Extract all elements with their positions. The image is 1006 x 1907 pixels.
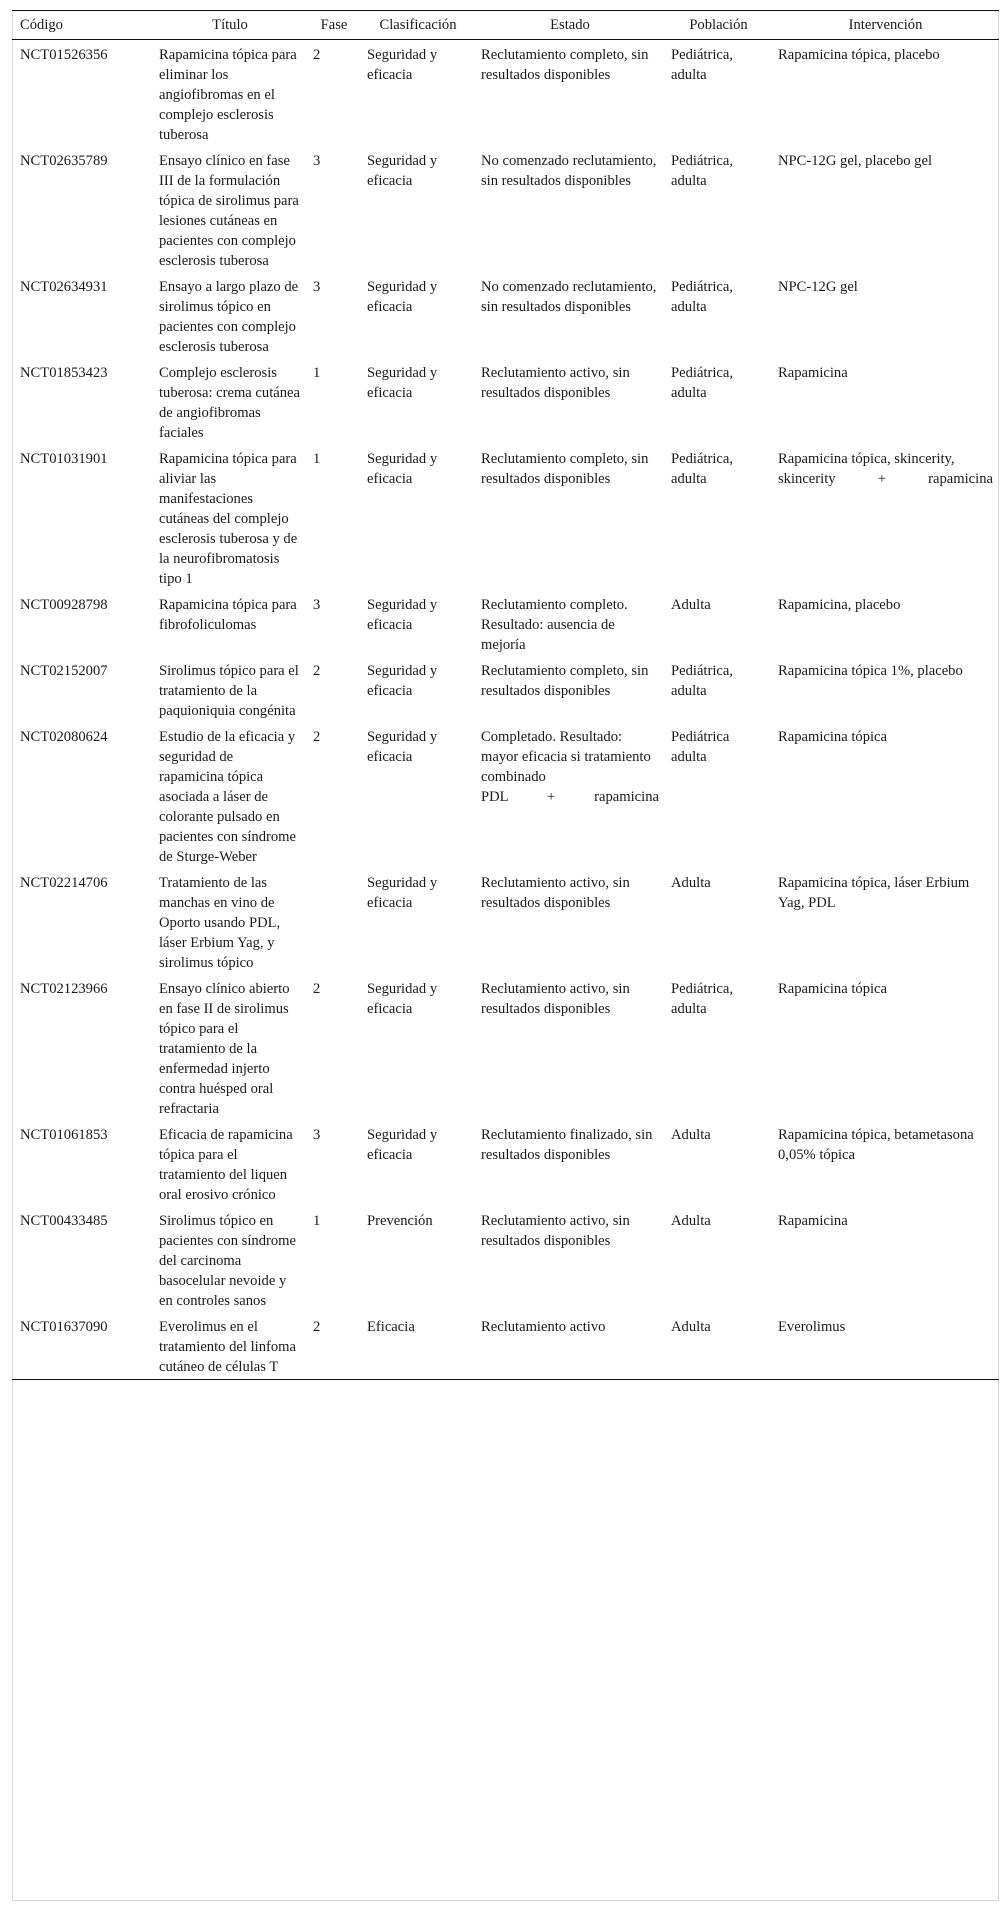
cell-title: Tratamiento de las manchas en vino de Oporto usando PDL, láser Erbium Yag, y sirolimus tópico (159, 875, 281, 971)
cell-intervention: Rapamicina tópica 1%, placebo (778, 663, 963, 679)
cell-classification: Seguridad y eficacia (367, 663, 438, 699)
table-row (12, 1122, 999, 1208)
cell-population: Pediátrica, adulta (671, 365, 733, 401)
cell-status: Reclutamiento activo, sin resultados disponibles (481, 365, 630, 401)
cell-population: Adulta (671, 875, 711, 891)
table-row (12, 1314, 999, 1380)
cell-title: Ensayo a largo plazo de sirolimus tópico en pacientes con complejo esclerosis tuberosa (159, 279, 299, 355)
header-row (12, 11, 999, 40)
cell-status: No comenzado reclutamiento, sin resultados disponibles (481, 279, 657, 315)
cell-classification: Prevención (367, 1213, 433, 1229)
cell-status: Reclutamiento activo, sin resultados disponibles (481, 981, 630, 1017)
cell-status (475, 724, 665, 870)
cell-phase: 1 (313, 451, 321, 467)
cell-title: Rapamicina tópica para aliviar las manifestaciones cutáneas del complejo esclerosis tuberosa y de la neurofibromatosis tipo 1 (159, 451, 298, 587)
cell-intervention-last-line: skincerity + rapamicina (778, 471, 993, 487)
cell-intervention (772, 446, 999, 592)
cell-population: Pediátrica, adulta (671, 47, 733, 83)
cell-phase: 2 (307, 1314, 361, 1380)
cell-code: NCT02635789 (20, 153, 108, 169)
cell-intervention: Rapamicina (778, 365, 848, 381)
table-row (12, 40, 999, 149)
cell-phase: 2 (313, 729, 321, 745)
cell-status: Reclutamiento completo, sin resultados disponibles (481, 47, 649, 83)
cell-code: NCT01031901 (20, 451, 108, 467)
cell-intervention: NPC-12G gel, placebo gel (778, 153, 933, 169)
cell-classification: Seguridad y eficacia (367, 981, 438, 1017)
header-population: Población (665, 11, 772, 40)
header-title: Título (153, 11, 307, 40)
cell-phase: 2 (313, 47, 321, 63)
cell-title: Estudio de la eficacia y seguridad de rapamicina tópica asociada a láser de colorante pulsado en pacientes con síndrome de Sturge-Weber (159, 729, 296, 865)
table-row (12, 360, 999, 446)
cell-population: Adulta (665, 1314, 772, 1380)
cell-phase: 2 (313, 981, 321, 997)
cell-classification: Seguridad y eficacia (367, 875, 438, 911)
cell-code: NCT01853423 (20, 365, 108, 381)
cell-code: NCT02634931 (20, 279, 108, 295)
cell-status-text: Completado. Resultado: mayor eficacia si tratamiento combinado (481, 729, 651, 785)
cell-status: Reclutamiento completo, sin resultados disponibles (481, 663, 649, 699)
cell-status-last-line: PDL + rapamicina (481, 789, 659, 805)
cell-population: Pediátrica, adulta (671, 451, 733, 487)
cell-status: No comenzado reclutamiento, sin resultados disponibles (481, 153, 657, 189)
cell-title: Everolimus en el tratamiento del linfoma cutáneo de células T (153, 1314, 307, 1380)
cell-population: Pediátrica, adulta (671, 279, 733, 315)
cell-code: NCT02152007 (20, 663, 108, 679)
header-status: Estado (475, 11, 665, 40)
cell-classification: Seguridad y eficacia (367, 451, 438, 487)
cell-population: Pediátrica, adulta (671, 153, 733, 189)
table-body (12, 40, 999, 1380)
table-row (12, 658, 999, 724)
table-row (12, 148, 999, 274)
cell-population: Adulta (671, 597, 711, 613)
cell-intervention: Rapamicina tópica, betametasona 0,05% tópica (778, 1127, 974, 1163)
cell-intervention: Rapamicina tópica, placebo (778, 47, 940, 63)
cell-intervention: Everolimus (772, 1314, 999, 1380)
cell-code: NCT01637090 (12, 1314, 153, 1380)
cell-title: Ensayo clínico abierto en fase II de sirolimus tópico para el tratamiento de la enfermedad injerto contra huésped oral refractaria (159, 981, 290, 1117)
header-phase: Fase (307, 11, 361, 40)
cell-code: NCT01061853 (20, 1127, 108, 1143)
cell-title: Ensayo clínico en fase III de la formulación tópica de sirolimus para lesiones cutáneas en pacientes con complejo esclerosis tuberosa (159, 153, 299, 269)
cell-intervention: NPC-12G gel (778, 279, 858, 295)
cell-population: Pediátrica, adulta (671, 663, 733, 699)
cell-classification: Seguridad y eficacia (367, 153, 438, 189)
cell-phase: 2 (313, 663, 321, 679)
cell-population: Pediátrica, adulta (671, 981, 733, 1017)
cell-status: Reclutamiento completo. Resultado: ausencia de mejoría (481, 597, 628, 653)
cell-code: NCT00433485 (20, 1213, 108, 1229)
cell-code: NCT02214706 (20, 875, 108, 891)
cell-population: Pediátrica adulta (671, 729, 730, 765)
header-classification: Clasificación (361, 11, 475, 40)
cell-population: Adulta (671, 1213, 711, 1229)
table-row (12, 870, 999, 976)
cell-phase: 1 (313, 1213, 321, 1229)
cell-phase: 3 (313, 153, 321, 169)
cell-classification: Seguridad y eficacia (367, 365, 438, 401)
cell-title: Sirolimus tópico para el tratamiento de la paquioniquia congénita (159, 663, 299, 719)
cell-classification: Seguridad y eficacia (367, 597, 438, 633)
cell-classification: Eficacia (361, 1314, 475, 1380)
cell-title: Sirolimus tópico en pacientes con síndrome del carcinoma basocelular nevoide y en controles sanos (159, 1213, 296, 1309)
table-header (12, 11, 999, 40)
cell-title: Complejo esclerosis tuberosa: crema cutánea de angiofibromas faciales (159, 365, 300, 441)
cell-intervention: Rapamicina tópica, láser Erbium Yag, PDL (778, 875, 970, 911)
cell-intervention: Rapamicina tópica (778, 981, 888, 997)
cell-phase: 1 (313, 365, 321, 381)
cell-status: Reclutamiento activo, sin resultados disponibles (481, 875, 630, 911)
cell-title: Rapamicina tópica para eliminar los angiofibromas en el complejo esclerosis tuberosa (159, 47, 297, 143)
cell-title: Rapamicina tópica para fibrofoliculomas (159, 597, 297, 633)
cell-code: NCT01526356 (20, 47, 108, 63)
cell-intervention-text: Rapamicina tópica, skincerity, (778, 451, 955, 467)
cell-phase: 3 (313, 279, 321, 295)
cell-intervention: Rapamicina (778, 1213, 848, 1229)
table-row (12, 274, 999, 360)
cell-classification: Seguridad y eficacia (367, 47, 438, 83)
header-intervention: Intervención (772, 11, 999, 40)
cell-phase (307, 870, 361, 976)
cell-classification: Seguridad y eficacia (367, 729, 438, 765)
table-row (12, 724, 999, 870)
cell-phase: 3 (313, 597, 321, 613)
cell-code: NCT00928798 (20, 597, 108, 613)
cell-status: Reclutamiento finalizado, sin resultados disponibles (481, 1127, 653, 1163)
clinical-trials-table (12, 10, 999, 1380)
header-code: Código (12, 11, 153, 40)
cell-population: Adulta (671, 1127, 711, 1143)
table-row (12, 592, 999, 658)
cell-status: Reclutamiento activo, sin resultados disponibles (481, 1213, 630, 1249)
cell-phase: 3 (313, 1127, 321, 1143)
cell-intervention: Rapamicina, placebo (778, 597, 901, 613)
cell-code: NCT02123966 (20, 981, 108, 997)
table-row (12, 1208, 999, 1314)
cell-status: Reclutamiento activo (475, 1314, 665, 1380)
cell-status: Reclutamiento completo, sin resultados disponibles (481, 451, 649, 487)
table-row (12, 976, 999, 1122)
cell-classification: Seguridad y eficacia (367, 279, 438, 315)
cell-intervention: Rapamicina tópica (778, 729, 888, 745)
table-row (12, 446, 999, 592)
cell-title: Eficacia de rapamicina tópica para el tratamiento del liquen oral erosivo crónico (159, 1127, 293, 1203)
cell-code: NCT02080624 (20, 729, 108, 745)
cell-classification: Seguridad y eficacia (367, 1127, 438, 1163)
